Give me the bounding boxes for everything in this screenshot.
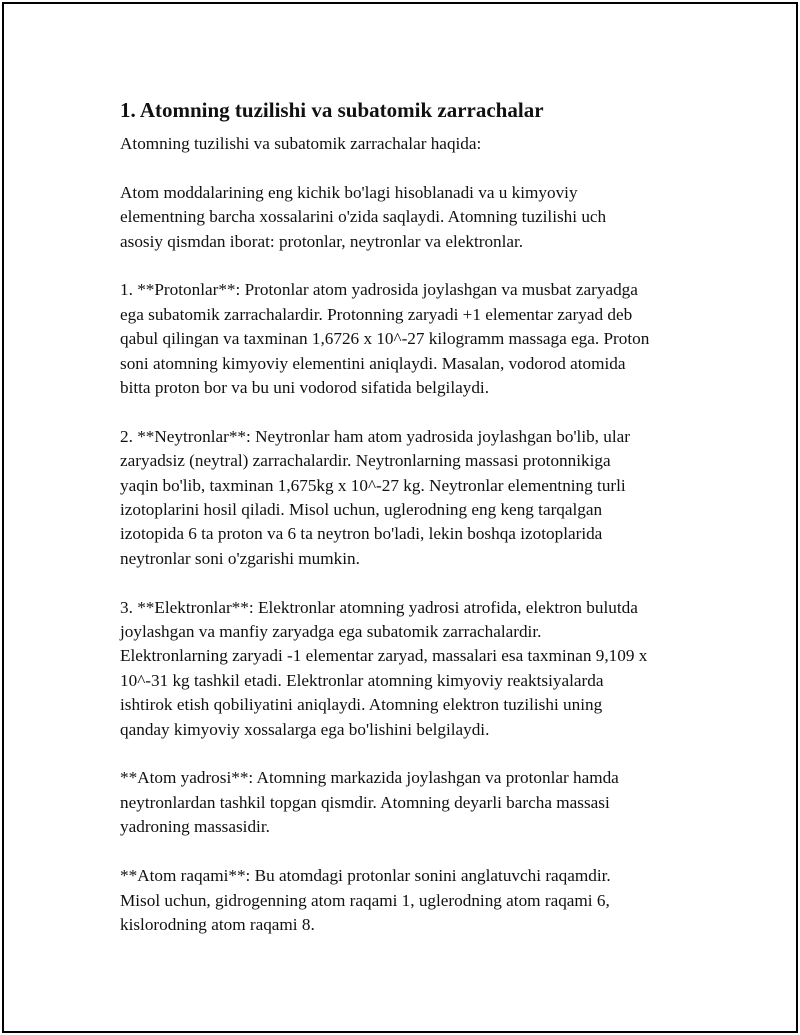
atomic-nucleus-paragraph: **Atom yadrosi**: Atomning markazida joylashgan va protonlar hamda neytronlardan tashkil topgan qismdir. Atomning deyarli barcha massasi yadroning massasidir.: [120, 768, 619, 837]
protons-paragraph: 1. **Protonlar**: Protonlar atom yadrosida joylashgan va musbat zaryadga ega subatomik zarrachalardir. Protonning zaryadi +1 elementar zaryad deb qabul qilingan va taxminan 1,6726 x 10^-27 kilogramm massaga ega. Proton soni atomning kimyoviy elementini aniqlaydi. Masalan, vodorod atomida bitta proton bor va bu uni vodorod sifatida belgilaydi.: [120, 280, 650, 398]
atomic-number-paragraph: **Atom raqami**: Bu atomdagi protonlar sonini anglatuvchi raqamdir. Misol uchun, gidrogenning atom raqami 1, uglerodning atom raqami 6, kislorodning atom raqami 8.: [120, 866, 611, 934]
electrons-paragraph: 3. **Elektronlar**: Elektronlar atomning yadrosi atrofida, elektron bulutda joylashgan va manfiy zaryadga ega subatomik zarrachalardir. Elektronlarning zaryadi -1 elementar zaryad, massalari esa taxminan 9,109 x 10^-31 kg tashkil etadi. Elektronlar atomning kimyoviy reaktsiyalarda ishtirok etish qobiliyatini aniqlaydi. Atomning elektron tuzilishi uning qanday kimyoviy xossalarga ega bo'lishini belgilaydi.: [120, 597, 648, 739]
atom-definition-paragraph: Atom moddalarining eng kichik bo'lagi hisoblanadi va u kimyoviy elementning barcha xossalarini o'zida saqlaydi. Atomning tuzilishi uch asosiy qismdan iborat: protonlar, neytronlar va elektronlar.: [120, 182, 607, 251]
neutrons-paragraph: 2. **Neytronlar**: Neytronlar ham atom yadrosida joylashgan bo'lib, ular zaryadsiz (neytral) zarrachalardir. Neytronlarning massasi protonnikiga yaqin bo'lib, taxminan 1,675kg x 10^-27 kg. Neytronlar elementning turli izotoplarini hosil qiladi. Misol uchun, uglerodning eng keng tarqalgan izotopida 6 ta proton va 6 ta neytron bo'ladi, lekin boshqa izotoplarida neytronlar soni o'zgarishi mumkin.: [120, 426, 631, 568]
intro-paragraph: Atomning tuzilishi va subatomik zarrachalar haqida:: [120, 134, 482, 153]
document-title: 1. Atomning tuzilishi va subatomik zarrachalar: [120, 98, 544, 122]
document-page: [2, 2, 798, 1033]
document-content: [120, 96, 695, 937]
